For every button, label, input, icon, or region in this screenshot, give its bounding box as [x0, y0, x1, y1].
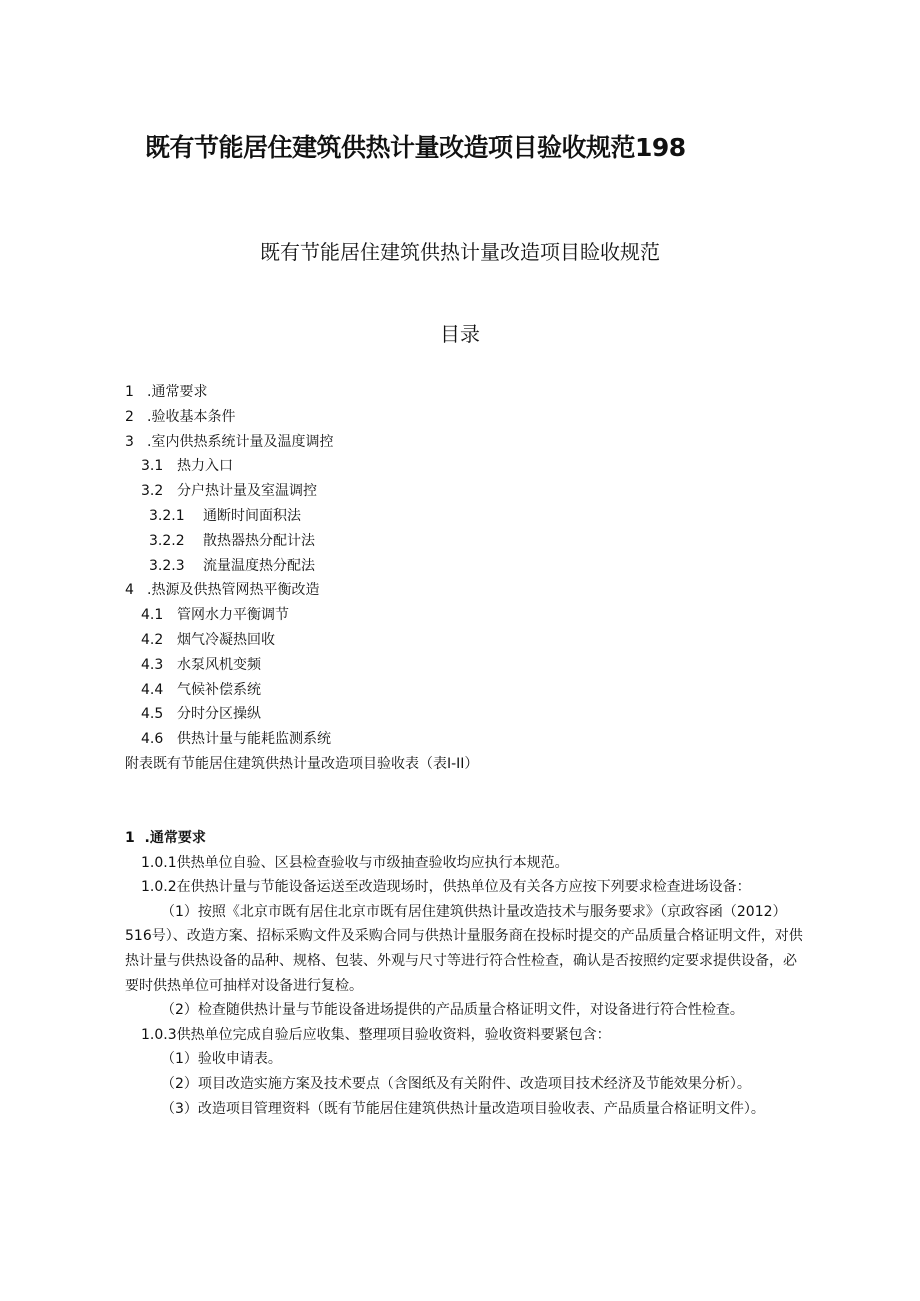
toc-item-text: 供热计量与能耗监测系统: [177, 731, 331, 748]
toc-item-text: 流量温度热分配法: [203, 557, 315, 574]
toc-item-number: 3.1: [141, 458, 164, 475]
clause-1-0-3-item-2: （2）项目改造实施方案及技术要点（含图纸及有关附件、改造项目技术经济及节能效果分析）。: [161, 1075, 751, 1092]
toc-item-text: 水泵风机变频: [177, 656, 261, 673]
toc-item-number: 4.6: [141, 731, 164, 748]
toc-item-text: .通常要求: [147, 384, 208, 400]
toc-item: [125, 603, 478, 628]
toc-appendix: 附表既有节能居住建筑供热计量改造项目验收表（表I-II）: [125, 755, 479, 772]
clause-1-0-2-item-2: （2）检查随供热计量与节能设备进场提供的产品质量合格证明文件，对设备进行符合性检查。: [161, 1002, 744, 1019]
toc-item-number: 4: [125, 582, 134, 599]
toc-item-number: 3.2: [141, 483, 164, 500]
toc-item: [125, 653, 478, 678]
clause-1-0-3: 1.0.3供热单位完成自验后应收集、整理项目验收资料，验收资料要紧包含：: [141, 1026, 611, 1043]
toc-item-number: 4.4: [141, 681, 164, 698]
toc-item: [125, 727, 478, 752]
toc-item-number: 3.2.1: [149, 507, 185, 524]
toc-heading: 目录: [440, 322, 480, 346]
clause-1-0-2-item-1: （1）按照《北京市既有居住北京市既有居住建筑供热计量改造技术与服务要求》（京政容函（2012）516号）、改造方案、招标采购文件及采购合同与供热计量服务商在投标时提交的产品质量合格证明文件，对供热计量与供热设备的品种、规格、包装、外观与尺寸等进行符合性检查，确认是否按照约定要求提供设备，必要时供热单位可抽样对设备进行复检。: [125, 903, 803, 994]
clause-1-0-3-item-1: （1）验收申请表。: [161, 1051, 282, 1068]
toc-item-number: 1: [125, 384, 134, 400]
toc-item: [125, 430, 478, 455]
toc-item-text: .室内供热系统计量及温度调控: [147, 433, 334, 450]
document-main-title: 既有节能居住建筑供热计量改造项目验收规范198: [145, 133, 686, 162]
toc-item: [125, 454, 478, 479]
toc-item-text: .验收基本条件: [147, 408, 236, 425]
toc-item-number: 2: [125, 408, 134, 425]
toc-item-text: 管网水力平衡调节: [177, 607, 289, 624]
toc-item-text: 气候补偿系统: [177, 681, 261, 698]
toc-item: [125, 529, 478, 554]
toc-item-number: 4.2: [141, 631, 164, 648]
toc-item-number: 3.2.2: [149, 532, 185, 549]
section-1: [125, 826, 807, 1121]
toc-item: [125, 479, 478, 504]
toc-item: [125, 628, 478, 653]
toc-item-text: 分时分区操纵: [177, 706, 261, 723]
toc-item-text: 散热器热分配计法: [203, 532, 315, 549]
toc-item: [125, 405, 478, 430]
toc-item-text: .热源及供热管网热平衡改造: [147, 582, 320, 599]
toc-item-number: 3: [125, 433, 134, 450]
toc-item-text: 通断时间面积法: [203, 507, 301, 524]
clause-1-0-2: 1.0.2在供热计量与节能设备运送至改造现场时，供热单位及有关各方应按下列要求检查进场设备：: [141, 879, 751, 896]
toc-item: [125, 702, 478, 727]
toc-item: [125, 554, 478, 579]
toc-item-number: 4.5: [141, 706, 164, 723]
toc-item-number: 4.3: [141, 656, 164, 673]
section-heading-number: 1: [125, 830, 135, 846]
document-subtitle: 既有节能居住建筑供热计量改造项目睑收规范: [260, 240, 660, 264]
toc-item: [125, 504, 478, 529]
toc-item-text: 热力入口: [177, 458, 233, 475]
toc-item-text: 烟气冷凝热回收: [177, 631, 275, 648]
toc-item: [125, 578, 478, 603]
section-heading: [125, 826, 807, 851]
table-of-contents: [125, 380, 478, 777]
toc-item: [125, 380, 478, 405]
clause-1-0-1: 1.0.1供热单位自验、区县检查验收与市级抽查验收均应执行本规范。: [141, 854, 569, 871]
clause-1-0-3-item-3: （3）改造项目管理资料（既有节能居住建筑供热计量改造项目验收表、产品质量合格证明文件）。: [161, 1100, 765, 1117]
section-heading-text: .通常要求: [144, 830, 206, 846]
toc-item: [125, 678, 478, 703]
toc-item-number: 3.2.3: [149, 557, 185, 574]
toc-item-number: 4.1: [141, 607, 164, 624]
toc-item-text: 分户热计量及室温调控: [177, 483, 317, 500]
